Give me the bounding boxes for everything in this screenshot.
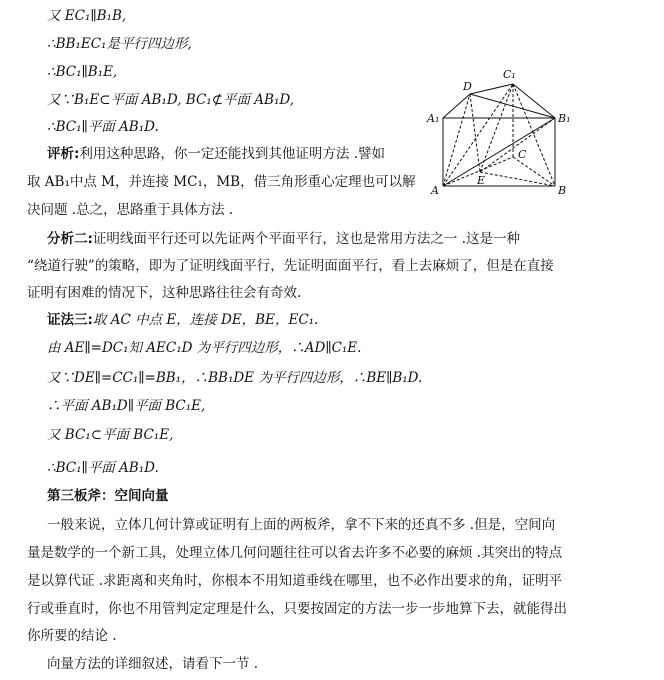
analysis2-line-1 — [47, 229, 520, 249]
proof-line-2: ∴BB₁EC₁是平行四边形, — [47, 36, 192, 52]
label-D: D — [463, 80, 472, 93]
section3-closing: 向量方法的详细叙述，请看下一节 . — [47, 656, 259, 672]
prism-figure — [425, 62, 575, 202]
section3-para-line-3: 是以算代证 .求距离和夹角时，你根本不用知道垂线在哪里，也不必作出要求的角，证明平 — [27, 573, 563, 589]
proof-line-1: 又 EC₁∥B₁B, — [47, 8, 127, 24]
analysis2-label: 分析二: — [47, 231, 93, 247]
comment-label: 评析: — [47, 146, 80, 162]
proof3-line-4: ∴平面 AB₁D∥平面 BC₁E, — [47, 398, 206, 414]
section3-para-line-5: 你所要的结论 . — [27, 628, 117, 644]
proof-line-3: ∴BC₁∥B₁E, — [47, 64, 118, 80]
section3-para-line-2: 量是数学的一个新工具，处理立体几何问题往往可以省去许多不必要的麻烦 .其突出的特点 — [27, 545, 563, 561]
comment-line-3: 决问题 .总之，思路重于具体方法 . — [27, 202, 234, 218]
label-C1: C₁ — [503, 68, 516, 81]
analysis2-line-2: “绕道行驶”的策略，即为了证明线面平行，先证明面面平行，看上去麻烦了，但是在直接 — [27, 258, 554, 274]
comment-line-2: 取 AB₁中点 M，并连接 MC₁，MB，借三角形重心定理也可以解 — [27, 174, 416, 190]
label-C: C — [518, 148, 527, 161]
analysis2-line-3: 证明有困难的情况下，这种思路往往会有奇效. — [27, 285, 302, 301]
comment-line-1 — [47, 144, 385, 164]
proof3-text-1: 取 AC 中点 E，连接 DE，BE，EC₁. — [92, 312, 319, 328]
proof3-line-5: 又 BC₁⊂平面 BC₁E, — [47, 427, 174, 443]
proof3-line-1 — [47, 310, 318, 330]
label-B1: B₁ — [558, 112, 571, 125]
proof-line-5: ∴BC₁∥平面 AB₁D. — [47, 119, 159, 135]
label-B: B — [558, 184, 567, 197]
proof3-line-6: ∴BC₁∥平面 AB₁D. — [47, 460, 159, 476]
analysis2-text-1: 证明线面平行还可以先证两个平面平行，这也是常用方法之一 .这是一种 — [92, 231, 520, 247]
section3-para-line-1: 一般来说，立体几何计算或证明有上面的两板斧，拿不下来的还真不多 .但是，空间向 — [47, 517, 556, 533]
proof3-label: 证法三: — [47, 312, 93, 328]
label-A: A — [431, 184, 439, 197]
proof-line-4: 又∵B₁E⊂平面 AB₁D, BC₁⊄平面 AB₁D, — [47, 92, 295, 108]
comment-text-1: 利用这种思路，你一定还能找到其他证明方法 .譬如 — [79, 146, 385, 162]
proof3-line-3: 又∵DE∥=CC₁∥=BB₁，∴BB₁DE 为平行四边形，∴BE∥B₁D. — [47, 370, 423, 386]
section3-title: 第三板斧：空间向量 — [47, 488, 169, 504]
proof3-line-2: 由 AE∥=DC₁知 AEC₁D 为平行四边形，∴AD∥C₁E. — [47, 340, 362, 356]
section3-para-line-4: 行或垂直时，你也不用管判定定理是什么，只要按固定的方法一步一步地算下去，就能得出 — [27, 601, 567, 617]
label-E: E — [477, 174, 486, 187]
label-A1: A₁ — [427, 112, 440, 125]
